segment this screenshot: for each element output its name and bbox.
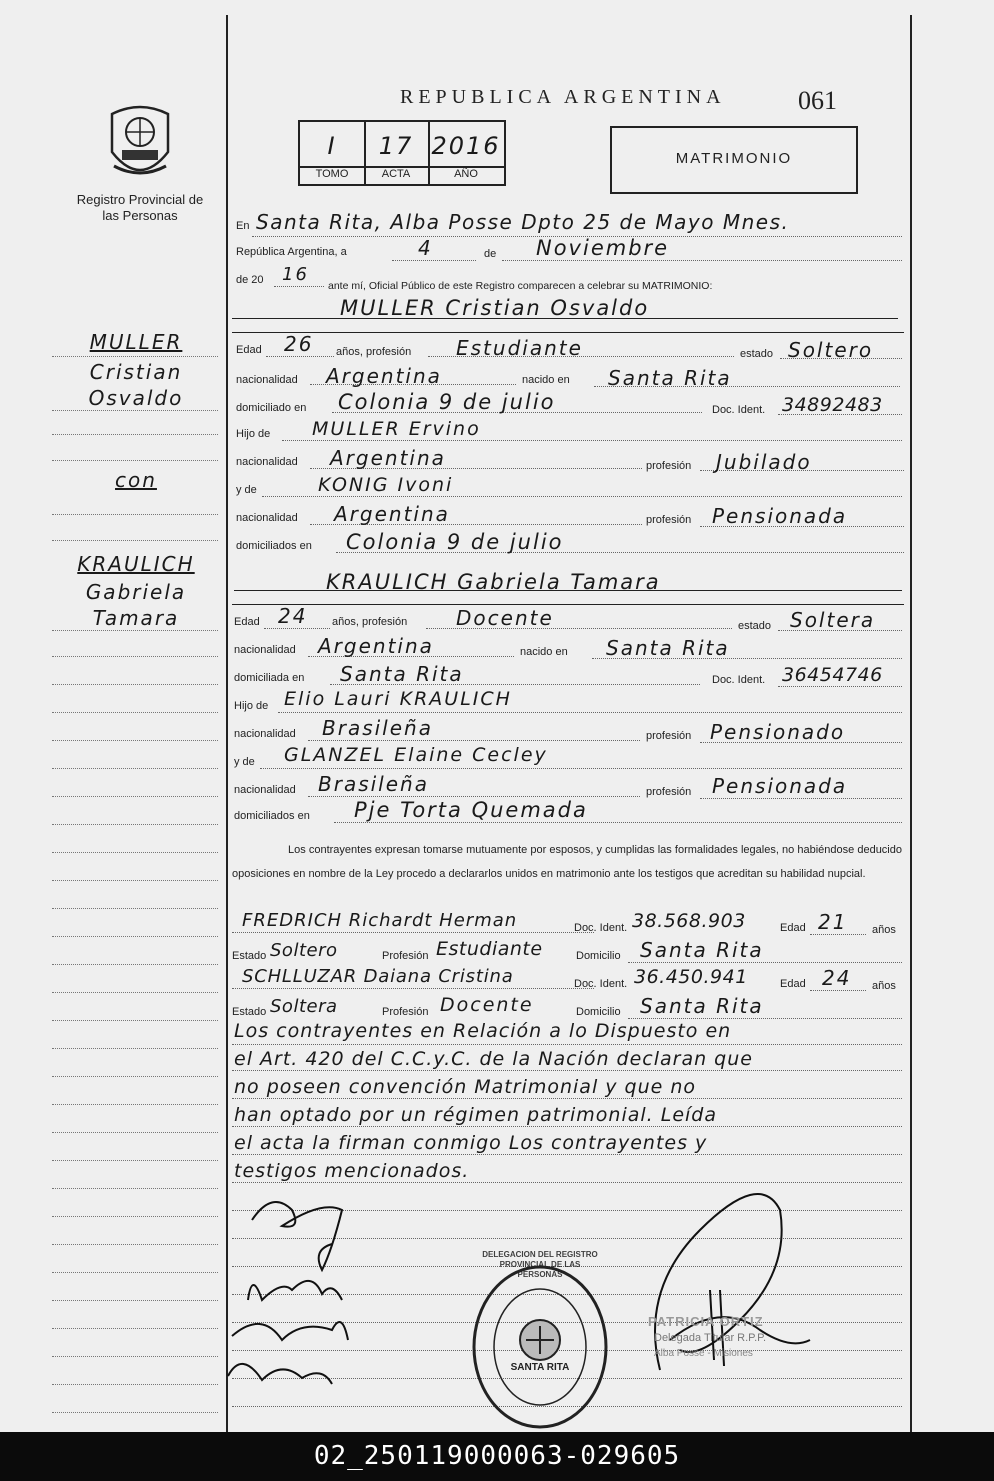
groom-parents-dom-label: domiciliados en <box>236 540 312 552</box>
bride-parents-dom-label: domiciliados en <box>234 810 310 822</box>
witness-1-anios-label: años <box>872 924 896 936</box>
bride-doc: 36454746 <box>782 664 883 686</box>
bride-doc-label: Doc. Ident. <box>712 674 766 686</box>
bride-mother-profession: Pensionada <box>712 774 848 798</box>
groom-mother-nat-label: nacionalidad <box>236 512 298 524</box>
witness-1-address: Santa Rita <box>640 938 764 962</box>
groom-full-name: MULLER Cristian Osvaldo <box>340 296 650 320</box>
note-line-3: no poseen convención Matrimonial y que no <box>234 1076 697 1098</box>
marriage-month: Noviembre <box>536 236 670 260</box>
groom-nac-label: nacionalidad <box>236 374 298 386</box>
acta-value: 17 <box>378 132 414 160</box>
note-line-2: el Art. 420 del C.C.y.C. de la Nación declaran que <box>234 1048 753 1070</box>
bride-nacido-label: nacido en <box>520 646 568 658</box>
de-label: de <box>484 248 497 260</box>
groom-mother-prof-label: profesión <box>646 514 692 526</box>
bride-mother-nat-label: nacionalidad <box>234 784 296 796</box>
bride-profesion-label: años, profesión <box>332 616 408 628</box>
doc-type-box <box>610 126 858 194</box>
note-line-6: testigos mencionados. <box>234 1160 470 1182</box>
bride-profession: Docente <box>456 606 554 630</box>
marriage-day: 4 <box>418 236 433 260</box>
bride-hijo-label: Hijo de <box>234 700 269 712</box>
page-number: 061 <box>798 86 837 115</box>
witness-2-profession: Docente <box>440 994 534 1016</box>
bride-yde-label: y de <box>234 756 255 768</box>
witness-2-prof-label: Profesión <box>382 1006 429 1018</box>
right-margin-line <box>910 15 912 1432</box>
groom-parents-address: Colonia 9 de julio <box>346 530 564 554</box>
note-line-4: han optado por un régimen patrimonial. Leída <box>234 1104 718 1126</box>
bride-mother-prof-label: profesión <box>646 786 692 798</box>
witness-1-name: FREDRICH Richardt Herman <box>242 910 518 931</box>
groom-father: MULLER Ervino <box>312 418 481 440</box>
doc-type: MATRIMONIO <box>675 150 793 167</box>
note-line-1: Los contrayentes en Relación a lo Dispuesto en <box>234 1020 732 1042</box>
stamp-bottom-text: SANTA RITA <box>510 1362 570 1373</box>
bride-address: Santa Rita <box>340 662 464 686</box>
groom-dom-label: domiciliado en <box>236 402 307 414</box>
official-title: Delegada Titular R.P.P. <box>654 1332 767 1344</box>
witness-1-estado-label: Estado <box>232 950 267 962</box>
misiones-seal-icon <box>104 104 176 186</box>
groom-estado-label: estado <box>740 348 774 360</box>
bride-father-nationality: Brasileña <box>322 716 433 740</box>
footer-code: 02_250119000063-029605 <box>0 1432 994 1481</box>
witness-1-prof-label: Profesión <box>382 950 429 962</box>
witness-2-doc-label: Doc. Ident. <box>574 978 628 990</box>
tomo-label: TOMO <box>315 168 349 180</box>
bride-father-prof-label: profesión <box>646 730 692 742</box>
witness-2-doc: 36.450.941 <box>634 966 748 988</box>
witness-2-address: Santa Rita <box>640 994 764 1018</box>
official-name: PATRICIA ORTIZ <box>648 1314 764 1329</box>
bride-mother: GLANZEL Elaine Cecley <box>284 744 548 766</box>
groom-doc: 34892483 <box>782 394 883 416</box>
registry-round-stamp <box>470 1262 610 1432</box>
witness-2-name: SCHLLUZAR Daiana Cristina <box>242 966 514 987</box>
bride-nationality: Argentina <box>318 634 434 658</box>
witness-1-doc: 38.568.903 <box>632 910 746 932</box>
groom-birthplace: Santa Rita <box>608 366 732 390</box>
bride-parents-address: Pje Torta Quemada <box>354 798 588 822</box>
witness-1-profession: Estudiante <box>436 938 543 960</box>
bride-father: Elio Lauri KRAULICH <box>284 688 512 710</box>
bride-dom-label: domiciliada en <box>234 672 305 684</box>
groom-doc-label: Doc. Ident. <box>712 404 766 416</box>
witness-1-status: Soltero <box>270 940 338 961</box>
witness-2-anios-label: años <box>872 980 896 992</box>
tomo-value: I <box>327 132 337 160</box>
groom-father-profession: Jubilado <box>716 450 812 474</box>
groom-mother: KONIG Ivoni <box>318 474 454 496</box>
witness-1-dom-label: Domicilio <box>576 950 621 962</box>
signatures-graphic <box>222 1190 362 1400</box>
witness-2-dom-label: Domicilio <box>576 1006 621 1018</box>
groom-address: Colonia 9 de julio <box>338 390 556 414</box>
groom-father-prof-label: profesión <box>646 460 692 472</box>
groom-age: 26 <box>284 332 314 356</box>
groom-father-nationality: Argentina <box>330 446 446 470</box>
witness-1-doc-label: Doc. Ident. <box>574 922 628 934</box>
declaration-text: Los contrayentes expresan tomarse mutuamente por esposos, y cumplidas las formalidades legales, no habiéndose deducido oposiciones en nombre de la Ley procedo a declararlos unidos en matrimonio ante los testigos que acreditan su habilidad nupcial. <box>232 844 902 880</box>
country-title: REPUBLICA ARGENTINA <box>400 86 726 108</box>
official-signature-graphic <box>640 1170 820 1410</box>
en-label: En <box>236 220 250 232</box>
registry-name: Registro Provincial de las Personas <box>76 192 204 223</box>
margin-bride-first: Gabriela <box>85 580 187 604</box>
republica-label: República Argentina, a <box>236 246 347 258</box>
bride-mother-nationality: Brasileña <box>318 772 429 796</box>
bride-estado-label: estado <box>738 620 772 632</box>
bride-civil-status: Soltera <box>790 608 876 632</box>
official-place: Alba Posse - Misiones <box>654 1348 753 1359</box>
groom-yde-label: y de <box>236 484 257 496</box>
bride-age: 24 <box>278 604 308 628</box>
margin-groom-middle: Osvaldo <box>88 386 184 410</box>
bride-father-profession: Pensionado <box>710 720 846 744</box>
bride-father-nat-label: nacionalidad <box>234 728 296 740</box>
record-id-box <box>298 120 506 186</box>
groom-edad-label: Edad <box>236 344 262 356</box>
margin-groom-first: Cristian <box>89 360 183 384</box>
groom-civil-status: Soltero <box>788 338 874 362</box>
bride-birthplace: Santa Rita <box>606 636 730 660</box>
margin-connector: con <box>115 468 157 492</box>
margin-bride-middle: Tamara <box>92 606 180 630</box>
note-line-5: el acta la firman conmigo Los contrayentes y <box>234 1132 708 1154</box>
bride-nac-label: nacionalidad <box>234 644 296 656</box>
margin-bride-surname: KRAULICH <box>77 552 195 576</box>
bride-edad-label: Edad <box>234 616 260 628</box>
groom-mother-profession: Pensionada <box>712 504 848 528</box>
groom-profesion-label: años, profesión <box>336 346 412 358</box>
witness-2-age: 24 <box>822 966 852 990</box>
groom-profession: Estudiante <box>456 336 583 360</box>
witness-1-edad-label: Edad <box>780 922 806 934</box>
stamp-ring-text: DELEGACION DEL REGISTRO PROVINCIAL DE LAS PERSONAS <box>482 1250 598 1279</box>
intro-text: ante mí, Oficial Público de este Registro comparecen a celebrar su MATRIMONIO: <box>328 280 713 292</box>
witness-2-edad-label: Edad <box>780 978 806 990</box>
anio-label: AÑO <box>454 168 478 180</box>
groom-nacido-label: nacido en <box>522 374 570 386</box>
bride-full-name: KRAULICH Gabriela Tamara <box>326 570 661 594</box>
groom-nationality: Argentina <box>326 364 442 388</box>
year-suffix: 16 <box>282 264 309 285</box>
groom-father-nat-label: nacionalidad <box>236 456 298 468</box>
witness-2-status: Soltera <box>270 996 338 1017</box>
acta-label: ACTA <box>381 168 411 180</box>
marriage-place: Santa Rita, Alba Posse Dpto 25 de Mayo Mnes. <box>256 210 790 234</box>
groom-hijo-label: Hijo de <box>236 428 271 440</box>
margin-groom-surname: MULLER <box>89 330 183 354</box>
anio-value: 2016 <box>431 132 501 160</box>
groom-mother-nationality: Argentina <box>334 502 450 526</box>
witness-2-estado-label: Estado <box>232 1006 267 1018</box>
year-prefix: de 20 <box>236 274 264 286</box>
witness-1-age: 21 <box>818 910 848 934</box>
